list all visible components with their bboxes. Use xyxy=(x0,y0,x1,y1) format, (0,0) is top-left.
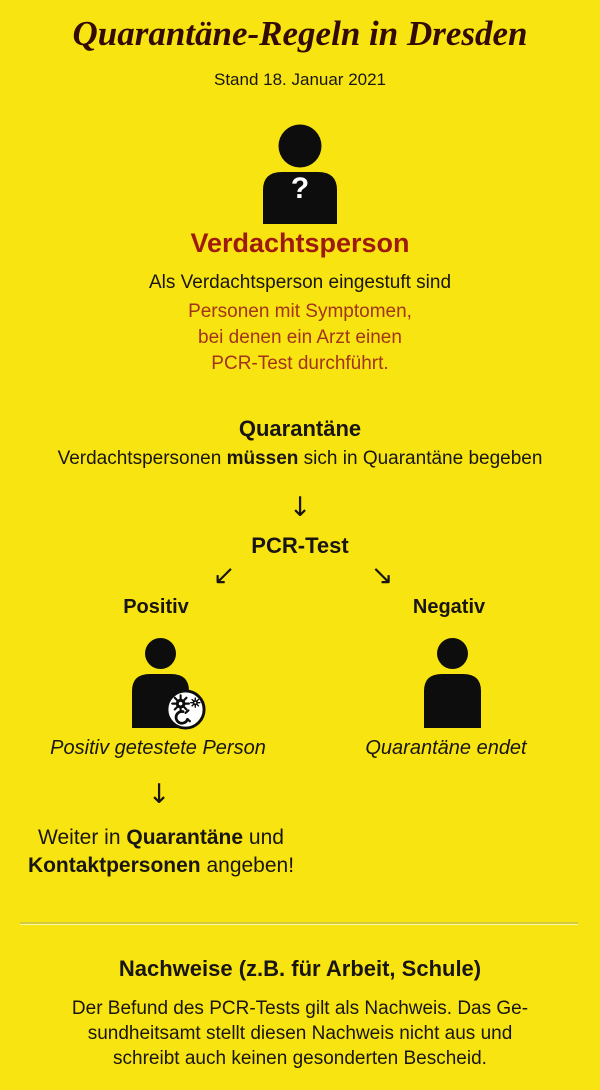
date-line: Stand 18. Januar 2021 xyxy=(213,70,387,89)
result-line: Kontaktpersonen angeben! xyxy=(27,854,295,877)
result-line: Weiter in Quarantäne und xyxy=(38,826,284,849)
positive-caption: Positiv getestete Person xyxy=(50,737,266,759)
virus-badge-icon xyxy=(164,688,207,731)
negative-caption: Quarantäne endet xyxy=(365,737,527,759)
page-title: Quarantäne-Regeln in Dresden xyxy=(72,14,528,53)
pcr-test-heading: PCR-Test xyxy=(251,533,349,558)
question-mark: ? xyxy=(290,172,310,205)
suspect-definition-line: Personen mit Symptomen, xyxy=(188,301,412,322)
section-divider xyxy=(20,922,578,925)
positive-label: Positiv xyxy=(123,596,189,618)
positive-result-instruction xyxy=(11,824,311,880)
person-virus-icon xyxy=(131,638,190,728)
arrow-down-icon: ↓ xyxy=(288,492,312,523)
quarantine-body: Verdachtspersonen müssen sich in Quarantäne begeben xyxy=(57,448,543,469)
suspect-heading: Verdachtsperson xyxy=(190,228,410,258)
arrow-down-icon: ↓ xyxy=(147,779,171,810)
footer-line: sundheitsamt stellt diesen Nachweis nicht aus und xyxy=(87,1023,513,1044)
arrow-down-right-icon: ↘ xyxy=(370,560,394,591)
person-silhouette xyxy=(423,638,482,728)
suspect-definition-line: PCR-Test durchführt. xyxy=(211,353,389,374)
footer-heading: Nachweise (z.B. für Arbeit, Schule) xyxy=(118,956,482,981)
negative-label: Negativ xyxy=(412,596,486,618)
suspect-definition-line: bei denen ein Arzt einen xyxy=(198,327,402,348)
footer-line: schreibt auch keinen gesonderten Bescheid. xyxy=(113,1048,487,1069)
footer-body xyxy=(0,996,600,1071)
arrow-down-left-icon: ↙ xyxy=(212,560,236,591)
person-icon xyxy=(423,638,482,728)
footer-line: Der Befund des PCR-Tests gilt als Nachweis. Das Ge- xyxy=(71,998,529,1019)
person-question-icon xyxy=(261,124,339,224)
suspect-definition xyxy=(0,299,600,377)
suspect-intro: Als Verdachtsperson eingestuft sind xyxy=(148,272,452,293)
quarantine-heading: Quarantäne xyxy=(238,416,362,441)
